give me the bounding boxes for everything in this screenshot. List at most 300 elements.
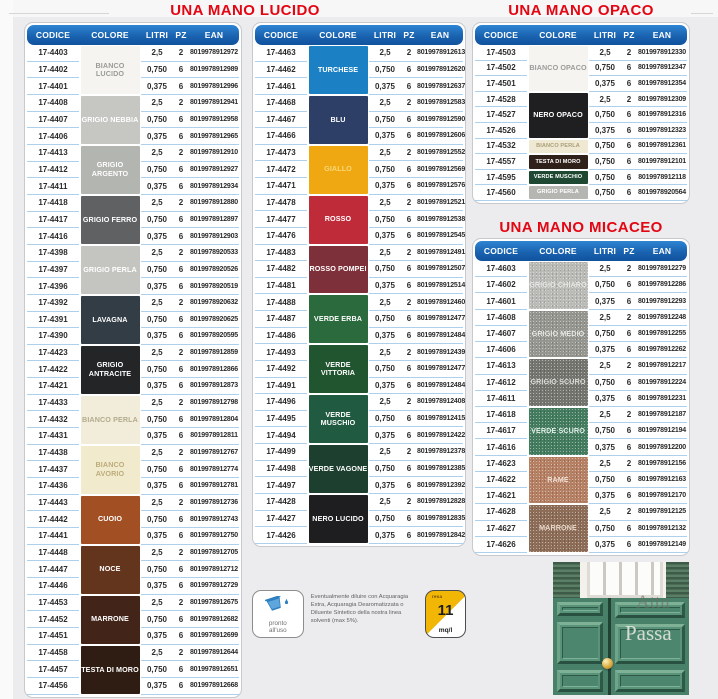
codice-cell: 17-4495 [255,411,307,428]
color-swatch: NERO OPACO [529,93,588,138]
litri-cell: 0,375 [589,293,621,309]
ean-cell: 8019978912569 [417,161,463,178]
pz-cell: 2 [173,645,189,662]
color-swatch: MARRONE [81,596,140,644]
table-panel-lucido-left [24,22,242,698]
ean-cell: 8019978912286 [637,277,687,293]
pz-cell: 6 [173,278,189,295]
codice-cell: 17-4413 [27,145,79,162]
ean-cell: 8019978912323 [637,123,687,139]
color-swatch: BIANCO AVORIO [81,446,140,494]
codice-cell: 17-4606 [475,342,527,358]
litri-cell: 0,375 [141,278,173,295]
litri-cell: 2,5 [141,45,173,62]
table-row [255,45,463,62]
color-swatch-cell [527,92,589,139]
pz-cell: 6 [173,411,189,428]
pz-cell: 2 [401,444,417,461]
litri-cell: 0,750 [369,112,401,129]
ean-cell: 8019978912781 [189,478,239,495]
table-row [475,407,687,423]
codice-cell: 17-4627 [475,521,527,537]
litri-cell: 0,375 [141,178,173,195]
table-row [27,395,239,412]
table-row [27,45,239,62]
codice-cell: 17-4396 [27,278,79,295]
pz-cell: 6 [401,278,417,295]
codice-cell: 17-4496 [255,394,307,411]
codice-cell: 17-4442 [27,511,79,528]
litri-cell: 0,375 [141,478,173,495]
codice-cell: 17-4477 [255,211,307,228]
pz-cell: 6 [401,128,417,145]
litri-cell: 2,5 [589,45,621,61]
pz-cell: 6 [621,488,637,504]
codice-cell: 17-4482 [255,261,307,278]
pz-cell: 6 [401,311,417,328]
litri-cell: 0,375 [141,678,173,695]
table-row [475,170,687,186]
pz-cell: 6 [173,361,189,378]
pz-cell: 6 [173,62,189,79]
pz-cell: 2 [621,407,637,423]
codice-cell: 17-4458 [27,645,79,662]
color-swatch-cell [79,495,141,545]
ean-cell: 8019978912552 [417,145,463,162]
litri-cell: 0,750 [589,185,621,201]
photo-watermark-2: Passa [625,621,672,645]
ean-cell: 8019978912521 [417,195,463,212]
table-row [27,545,239,562]
codice-cell: 17-4622 [475,472,527,488]
litri-cell: 0,375 [589,537,621,553]
pz-cell: 6 [621,185,637,201]
color-swatch: BIANCO PERLA [81,396,140,444]
color-swatch: GRIGIO PERLA [529,186,588,199]
litri-cell: 0,750 [141,361,173,378]
color-swatch-cell [527,456,589,505]
codice-cell: 17-4441 [27,528,79,545]
ean-cell: 8019978912422 [417,427,463,444]
ready-to-use-label: pronto all'uso [268,619,287,634]
codice-cell: 17-4503 [475,45,527,61]
ean-cell: 8019978912361 [637,139,687,155]
pz-cell: 6 [621,537,637,553]
litri-cell: 2,5 [589,504,621,520]
color-swatch: BLU [309,96,368,144]
codice-cell: 17-4618 [475,407,527,423]
ean-cell: 8019978912927 [189,162,239,179]
pz-cell: 2 [621,261,637,277]
color-swatch: BIANCO PERLA [529,140,588,154]
section-title-micaceo: UNA MANO MICACEO [499,219,663,236]
color-swatch-cell [79,545,141,595]
ean-cell: 8019978912415 [417,411,463,428]
ean-cell: 8019978912835 [417,511,463,528]
pz-cell: 6 [621,76,637,92]
ean-cell: 8019978912477 [417,361,463,378]
title-divider-right [691,13,713,14]
codice-cell: 17-4532 [475,139,527,155]
ean-cell: 8019978912668 [189,678,239,695]
ean-cell: 8019978912965 [189,128,239,145]
pz-cell: 2 [401,145,417,162]
ean-cell: 8019978912743 [189,511,239,528]
col-header-ean: EAN [417,25,463,45]
ean-cell: 8019978912101 [637,154,687,170]
color-swatch: ROSSO POMPEI [309,246,368,294]
color-swatch: VERDE VAGONE [309,445,368,493]
product-table [255,25,466,544]
pz-cell: 6 [401,477,417,494]
color-swatch-cell [527,45,589,92]
door-gap [608,598,611,695]
litri-cell: 2,5 [589,407,621,423]
litri-cell: 0,375 [141,578,173,595]
litri-cell: 0,750 [369,62,401,79]
litri-cell: 0,750 [369,411,401,428]
pz-cell: 6 [401,328,417,345]
pz-cell: 2 [173,45,189,62]
litri-cell: 2,5 [369,45,401,62]
litri-cell: 0,375 [141,528,173,545]
page-left-margin [0,0,13,699]
coverage-badge [425,590,466,638]
codice-cell: 17-4497 [255,477,307,494]
ean-cell: 8019978912224 [637,375,687,391]
codice-cell: 17-4451 [27,628,79,645]
door-panel [615,670,685,692]
col-header-codice: CODICE [475,241,527,261]
col-header-litri: LITRI [589,25,621,45]
ean-cell: 8019978912156 [637,456,687,472]
pz-cell: 6 [401,427,417,444]
color-swatch: VERDE ERBA [309,295,368,343]
ready-to-use-icon [265,596,291,620]
ean-cell: 8019978920632 [189,295,239,312]
table-row [475,139,687,155]
ean-cell: 8019978912675 [189,595,239,612]
litri-cell: 0,750 [141,112,173,129]
color-swatch-cell [79,45,141,95]
ean-cell: 8019978912842 [417,527,463,544]
ean-cell: 8019978912385 [417,461,463,478]
ean-cell: 8019978912903 [189,228,239,245]
litri-cell: 0,750 [589,472,621,488]
pz-cell: 2 [173,445,189,462]
pz-cell: 6 [621,277,637,293]
table-panel-lucido-mid [252,22,466,547]
pz-cell: 6 [173,528,189,545]
ean-cell: 8019978920526 [189,262,239,279]
pz-cell: 6 [621,293,637,309]
pz-cell: 6 [401,211,417,228]
color-swatch-cell [527,261,589,310]
ean-cell: 8019978912576 [417,178,463,195]
ean-cell: 8019978912729 [189,578,239,595]
litri-cell: 2,5 [141,645,173,662]
table-row [475,185,687,201]
codice-cell: 17-4392 [27,295,79,312]
ean-cell: 8019978912804 [189,411,239,428]
litri-cell: 0,375 [141,428,173,445]
pz-cell: 2 [401,344,417,361]
pz-cell: 2 [173,245,189,262]
litri-cell: 2,5 [369,245,401,262]
ean-cell: 8019978912606 [417,128,463,145]
table-row [255,95,463,112]
door-panel [557,602,603,616]
table-row [255,344,463,361]
table-row [27,345,239,362]
litri-cell: 0,375 [369,78,401,95]
pz-cell: 2 [173,345,189,362]
color-swatch-cell [79,145,141,195]
ean-cell: 8019978912712 [189,561,239,578]
ean-cell: 8019978912699 [189,628,239,645]
litri-cell: 2,5 [589,358,621,374]
table-row [475,504,687,520]
coverage-unit: mq/l [438,627,453,634]
color-swatch-cell [527,358,589,407]
ean-cell: 8019978912873 [189,378,239,395]
color-swatch: MARRONE [529,505,588,552]
ean-cell: 8019978912941 [189,95,239,112]
pz-cell: 6 [173,678,189,695]
color-swatch: GRIGIO ANTRACITE [81,346,140,394]
codice-cell: 17-4494 [255,427,307,444]
codice-cell: 17-4626 [475,537,527,553]
color-swatch-cell [307,195,369,245]
litri-cell: 0,750 [141,212,173,229]
codice-cell: 17-4453 [27,595,79,612]
litri-cell: 2,5 [141,545,173,562]
codice-cell: 17-4427 [255,511,307,528]
litri-cell: 0,750 [589,61,621,77]
pz-cell: 2 [621,92,637,108]
litri-cell: 2,5 [141,245,173,262]
codice-cell: 17-4408 [27,95,79,112]
color-swatch-cell [527,504,589,553]
color-swatch-cell [307,394,369,444]
ean-cell: 8019978912910 [189,145,239,162]
table-panel-micaceo [472,238,690,556]
codice-cell: 17-4397 [27,262,79,279]
litri-cell: 2,5 [589,261,621,277]
col-header-colore: COLORE [527,241,589,261]
ean-cell: 8019978912316 [637,107,687,123]
ean-cell: 8019978912484 [417,328,463,345]
color-swatch: GRIGIO NEBBIA [81,96,140,144]
litri-cell: 0,375 [589,123,621,139]
ean-cell: 8019978912118 [637,170,687,186]
ean-cell: 8019978912866 [189,361,239,378]
color-swatch-cell [79,645,141,695]
codice-cell: 17-4493 [255,344,307,361]
ean-cell: 8019978912989 [189,62,239,79]
litri-cell: 2,5 [141,595,173,612]
table-row [27,645,239,662]
codice-cell: 17-4613 [475,358,527,374]
codice-cell: 17-4611 [475,391,527,407]
pz-cell: 2 [173,95,189,112]
litri-cell: 0,375 [141,378,173,395]
ean-cell: 8019978912262 [637,342,687,358]
litri-cell: 2,5 [141,495,173,512]
litri-cell: 0,375 [141,628,173,645]
ean-cell: 8019978920533 [189,245,239,262]
codice-cell: 17-4616 [475,439,527,455]
ean-cell: 8019978912774 [189,461,239,478]
ean-cell: 8019978912132 [637,521,687,537]
shutter-left [553,562,580,598]
photo-watermark-1: Attu [636,592,670,613]
litri-cell: 2,5 [369,344,401,361]
color-swatch-cell [527,170,589,186]
litri-cell: 0,750 [369,211,401,228]
color-swatch: GRIGIO MEDIO [529,311,588,358]
color-swatch: VERDE MUSCHIO [529,171,588,185]
col-header-litri: LITRI [589,241,621,261]
ean-cell: 8019978912590 [417,112,463,129]
codice-cell: 17-4468 [255,95,307,112]
ean-cell: 8019978912200 [637,439,687,455]
ean-cell: 8019978912767 [189,445,239,462]
color-swatch: GRIGIO CHIARO [529,262,588,309]
table-row [475,358,687,374]
codice-cell: 17-4437 [27,461,79,478]
codice-cell: 17-4473 [255,145,307,162]
pz-cell: 6 [173,128,189,145]
codice-cell: 17-4467 [255,112,307,129]
litri-cell: 2,5 [141,345,173,362]
codice-cell: 17-4448 [27,545,79,562]
pz-cell: 2 [401,95,417,112]
ean-cell: 8019978912798 [189,395,239,412]
litri-cell: 0,750 [369,261,401,278]
color-swatch-cell [79,395,141,445]
ean-cell: 8019978912231 [637,391,687,407]
pz-cell: 2 [173,395,189,412]
litri-cell: 0,750 [369,511,401,528]
codice-cell: 17-4431 [27,428,79,445]
ean-cell: 8019978912187 [637,407,687,423]
litri-cell: 0,375 [141,328,173,345]
color-swatch: GIALLO [309,146,368,194]
color-swatch: GRIGIO ARGENTO [81,146,140,194]
litri-cell: 2,5 [369,195,401,212]
col-header-pz: PZ [621,241,637,261]
ean-cell: 8019978912170 [637,488,687,504]
litri-cell: 0,375 [141,78,173,95]
pz-cell: 2 [173,145,189,162]
litri-cell: 0,750 [589,139,621,155]
ean-cell: 8019978912637 [417,78,463,95]
color-swatch: VERDE MUSCHIO [309,395,368,443]
litri-cell: 0,375 [369,477,401,494]
ean-cell: 8019978912248 [637,310,687,326]
pz-cell: 6 [401,361,417,378]
pz-cell: 2 [401,45,417,62]
codice-cell: 17-4407 [27,112,79,129]
door-panel [557,622,603,664]
pz-cell: 6 [621,170,637,186]
pz-cell: 6 [401,62,417,79]
ean-cell: 8019978912651 [189,661,239,678]
ean-cell: 8019978912378 [417,444,463,461]
litri-cell: 0,750 [141,561,173,578]
ean-cell: 8019978912859 [189,345,239,362]
color-swatch-cell [79,295,141,345]
table-panel-opaco [472,22,690,204]
pz-cell: 2 [401,245,417,262]
color-swatch: GRIGIO SCURO [529,359,588,406]
codice-cell: 17-4527 [475,107,527,123]
codice-cell: 17-4417 [27,212,79,229]
color-swatch: NERO LUCIDO [309,495,368,543]
door-photo [553,562,689,695]
pz-cell: 6 [401,78,417,95]
coverage-value: 11 [437,602,454,619]
pz-cell: 6 [621,61,637,77]
product-table [475,241,687,553]
litri-cell: 0,375 [141,128,173,145]
table-row [255,195,463,212]
pz-cell: 6 [621,342,637,358]
ean-cell: 8019978912736 [189,495,239,512]
codice-cell: 17-4560 [475,185,527,201]
ean-cell: 8019978912507 [417,261,463,278]
color-swatch: NOCE [81,546,140,594]
pz-cell: 6 [173,212,189,229]
ean-cell: 8019978920519 [189,278,239,295]
table-row [475,310,687,326]
color-swatch-cell [307,494,369,544]
pz-cell: 2 [621,45,637,61]
table-row [475,456,687,472]
pz-cell: 2 [401,494,417,511]
color-swatch-cell [527,310,589,359]
pz-cell: 6 [621,521,637,537]
litri-cell: 0,375 [369,278,401,295]
codice-cell: 17-4463 [255,45,307,62]
col-header-codice: CODICE [255,25,307,45]
pz-cell: 6 [173,578,189,595]
table-row [27,95,239,112]
color-swatch: TURCHESE [309,46,368,94]
codice-cell: 17-4403 [27,45,79,62]
litri-cell: 2,5 [141,95,173,112]
pz-cell: 6 [173,611,189,628]
litri-cell: 0,750 [589,521,621,537]
codice-cell: 17-4401 [27,78,79,95]
ean-cell: 8019978912163 [637,472,687,488]
litri-cell: 2,5 [589,92,621,108]
ean-cell: 8019978912996 [189,78,239,95]
codice-cell: 17-4487 [255,311,307,328]
litri-cell: 2,5 [141,295,173,312]
codice-cell: 17-4595 [475,170,527,186]
codice-cell: 17-4491 [255,378,307,395]
ean-cell: 8019978912347 [637,61,687,77]
ean-cell: 8019978912194 [637,423,687,439]
pz-cell: 6 [621,326,637,342]
col-header-pz: PZ [173,25,189,45]
legend-strip [252,590,466,640]
litri-cell: 2,5 [369,394,401,411]
litri-cell: 0,375 [369,128,401,145]
color-swatch: BIANCO LUCIDO [81,46,140,94]
